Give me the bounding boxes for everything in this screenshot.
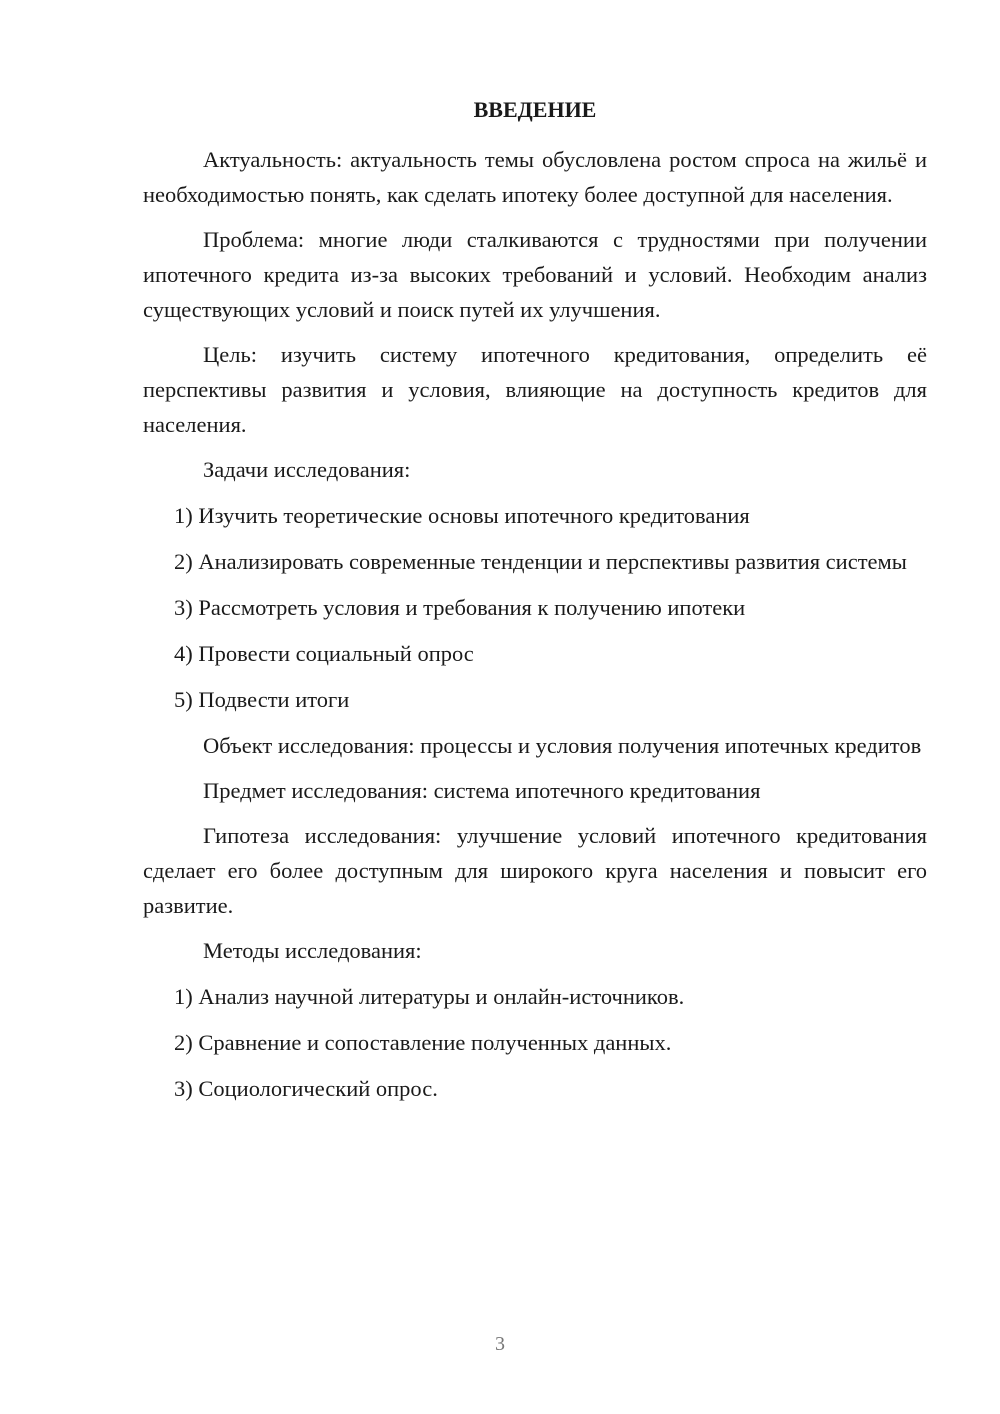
task-item-4: 4) Провести социальный опрос bbox=[174, 641, 474, 666]
method-item-3: 3) Социологический опрос. bbox=[174, 1076, 438, 1101]
subject-paragraph: Предмет исследования: система ипотечного кредитования bbox=[203, 778, 761, 803]
problem-paragraph: Проблема: многие люди сталкиваются с трудностями при получении ипотечного кредита из-за высоких требований и условий. Необходим анализ существующих условий и поиск путей их улучшения. bbox=[143, 227, 927, 322]
document-page bbox=[143, 95, 927, 1117]
task-item-3: 3) Рассмотреть условия и требования к получению ипотеки bbox=[174, 595, 746, 620]
page-title: ВВЕДЕНИЕ bbox=[473, 97, 597, 122]
method-item-1: 1) Анализ научной литературы и онлайн-источников. bbox=[174, 984, 685, 1009]
task-item-5: 5) Подвести итоги bbox=[174, 687, 350, 712]
hypothesis-paragraph: Гипотеза исследования: улучшение условий ипотечного кредитования сделает его более доступным для широкого круга населения и повысит его развитие. bbox=[143, 823, 927, 918]
relevance-paragraph: Актуальность: актуальность темы обусловлена ростом спроса на жильё и необходимостью понять, как сделать ипотеку более доступной для населения. bbox=[143, 147, 927, 207]
task-item-2: 2) Анализировать современные тенденции и перспективы развития системы bbox=[174, 549, 907, 574]
goal-paragraph: Цель: изучить систему ипотечного кредитования, определить её перспективы развития и условия, влияющие на доступность кредитов для населения. bbox=[143, 342, 927, 437]
object-paragraph: Объект исследования: процессы и условия получения ипотечных кредитов bbox=[203, 733, 922, 758]
page-number: 3 bbox=[495, 1333, 505, 1355]
task-item-1: 1) Изучить теоретические основы ипотечного кредитования bbox=[174, 503, 750, 528]
method-item-2: 2) Сравнение и сопоставление полученных данных. bbox=[174, 1030, 672, 1055]
methods-heading: Методы исследования: bbox=[203, 938, 422, 963]
tasks-heading: Задачи исследования: bbox=[203, 457, 411, 482]
